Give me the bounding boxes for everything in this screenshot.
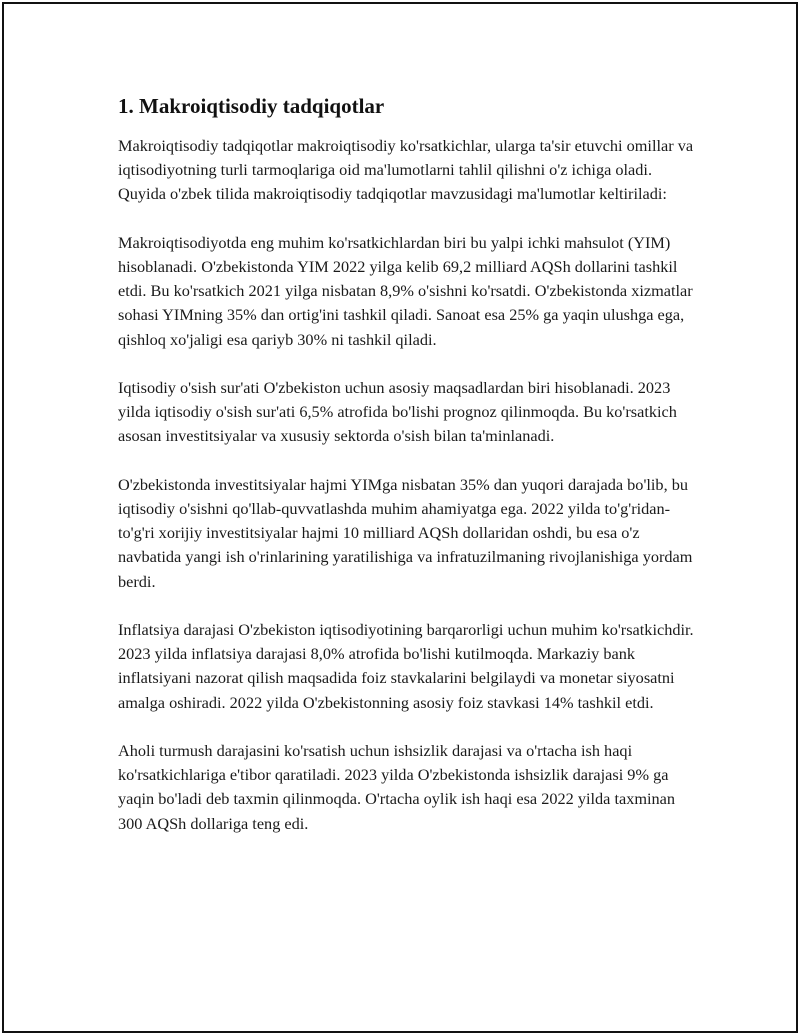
paragraph-investment: O'zbekistonda investitsiyalar hajmi YIMga nisbatan 35% dan yuqori darajada bo'lib, bu iqtisodiy o'sishni qo'llab-quvvatlashda muhim ahamiyatga ega. 2022 yilda to'g'ridan-to'g'ri xorijiy investitsiyalar hajmi 10 milliard AQSh dollaridan oshdi, bu esa o'z navbatida yangi ish o'rinlarining yaratilishiga va infratuzilmaning rivojlanishiga yordam berdi. (118, 474, 693, 591)
paragraph-inflation: Inflatsiya darajasi O'zbekiston iqtisodiyotining barqarorligi uchun muhim ko'rsatkichdir. 2023 yilda inflatsiya darajasi 8,0% atrofida bo'lishi kutilmoqda. Markaziy bank inflatsiyani nazorat qilish maqsadida foiz stavkalarini belgilaydi va monetar siyosatni amalga oshiradi. 2022 yilda O'zbekistonning asosiy foiz stavkasi 14% tashkil etdi. (118, 620, 694, 712)
paragraph-employment: Aholi turmush darajasini ko'rsatish uchun ishsizlik darajasi va o'rtacha ish haqi ko'rsatkichlariga e'tibor qaratiladi. 2023 yilda O'zbekistonda ishsizlik darajasi 9% ga yaqin bo'ladi deb taxmin qilinmoqda. O'rtacha oylik ish haqi esa 2022 yilda taxminan 300 AQSh dollariga teng edi. (118, 741, 676, 833)
document-body (118, 92, 698, 860)
paragraph-gdp: Makroiqtisodiyotda eng muhim ko'rsatkichlardan biri bu yalpi ichki mahsulot (YIM) hisoblanadi. O'zbekistonda YIM 2022 yilga kelib 69,2 milliard AQSh dollarini tashkil etdi. Bu ko'rsatkich 2021 yilga nisbatan 8,9% o'sishni ko'rsatdi. O'zbekistonda xizmatlar sohasi YIMning 35% dan ortig'ini tashkil qiladi. Sanoat esa 25% ga yaqin ulushga ega, qishloq xo'jaligi esa qariyb 30% ni tashkil qiladi. (118, 232, 693, 349)
section-title: 1. Makroiqtisodiy tadqiqotlar (118, 94, 385, 118)
paragraph-growth: Iqtisodiy o'sish sur'ati O'zbekiston uchun asosiy maqsadlardan biri hisoblanadi. 2023 yilda iqtisodiy o'sish sur'ati 6,5% atrofida bo'lishi prognoz qilinmoqda. Bu ko'rsatkich asosan investitsiyalar va xususiy sektorda o'sish bilan ta'minlanadi. (118, 378, 677, 446)
paragraph-intro: Makroiqtisodiy tadqiqotlar makroiqtisodiy ko'rsatkichlar, ularga ta'sir etuvchi omillar va iqtisodiyotning turli tarmoqlariga oid ma'lumotlarni tahlil qilishni o'z ichiga oladi. Quyida o'zbek tilida makroiqtisodiy tadqiqotlar mavzusidagi ma'lumotlar keltiriladi: (118, 136, 694, 204)
